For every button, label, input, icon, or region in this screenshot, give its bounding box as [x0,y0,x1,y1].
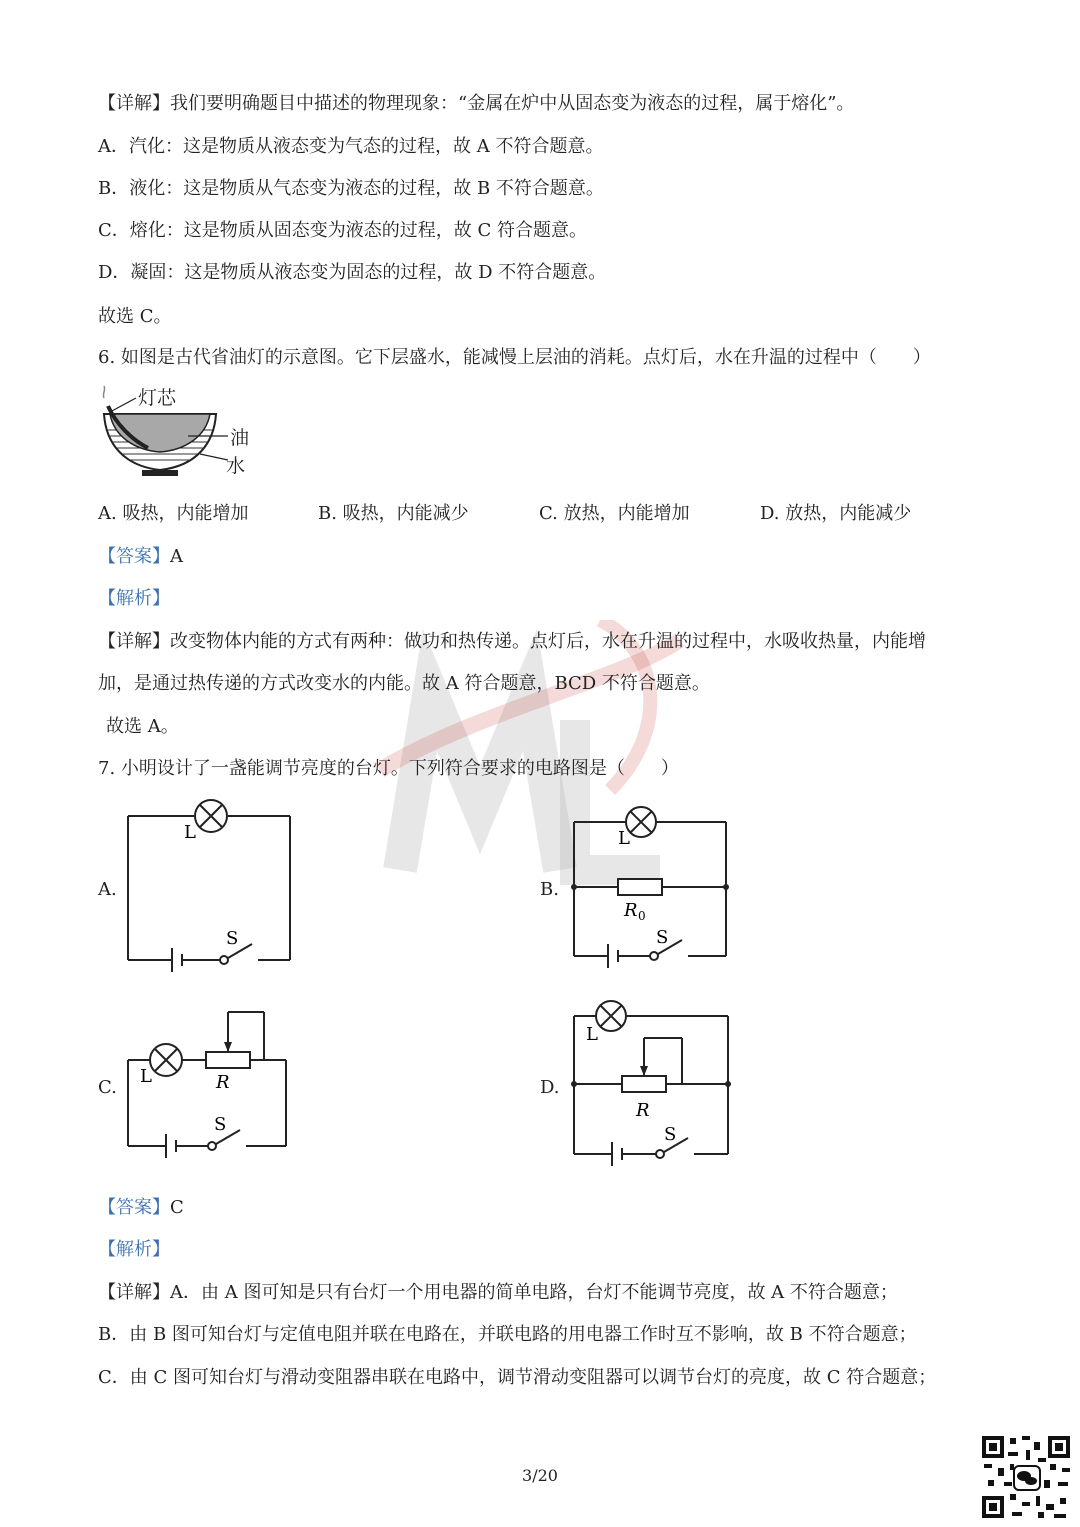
q7-answer [98,1196,184,1220]
q7-detail-tag: 【详解】 [98,1282,170,1303]
q7-answer-tag: 【答案】 [98,1197,170,1218]
circuit-c-rheostat-label: R [216,1072,230,1093]
circuit-c-lamp-label: L [140,1066,152,1087]
circuit-a [120,792,300,982]
q7-detail-b: B．由 B 图可知台灯与定值电阻并联在电路在，并联电路的用电器工作时互不影响，故 B 不符合题意； [98,1324,917,1345]
circuit-b-resistor-subscript: 0 [638,909,646,923]
q6-detail-text: 改变物体内能的方式有两种：做功和热传递。点灯后，水在升温的过程中，水吸收热量，内能增 [170,631,926,652]
circuit-a-switch-label: S [226,928,239,949]
circuit-d-switch-label: S [664,1124,677,1145]
page-number: 3/20 [522,1466,558,1485]
oil-lamp-figure [96,384,266,489]
label-water: 水 [226,455,246,477]
q5-line-a: A．汽化：这是物质从液态变为气态的过程，故 A 不符合题意。 [98,136,604,157]
q6-analysis-tag [98,587,170,611]
circuit-b-resistor-label: R [624,900,638,921]
circuit-d-lamp-label: L [586,1024,598,1045]
q7-detail-a-text: A．由 A 图可知是只有台灯一个用电器的简单电路，台灯不能调节亮度，故 A 不符合题意； [170,1282,898,1303]
q6-analysis-label: 【解析】 [98,588,170,609]
circuit-b [566,800,736,980]
q6-option-b: B. 吸热，内能减少 [318,503,469,524]
q5-detail-tag: 【详解】 [98,93,170,114]
q6-detail-tag: 【详解】 [98,631,170,652]
q5-line-c: C．熔化：这是物质从固态变为液态的过程，故 C 符合题意。 [98,220,587,241]
circuit-d-rheostat-label: R [636,1100,650,1121]
q7-detail-a [98,1281,898,1305]
q6-option-d: D. 放热，内能减少 [760,503,912,524]
q7-option-b-label: B. [540,879,559,900]
q5-detail-text: 我们要明确题目中描述的物理现象：“金属在炉中从固态变为液态的过程，属于熔化”。 [170,93,855,114]
circuit-a-lamp-label: L [184,822,196,843]
circuit-b-switch-label: S [656,927,669,948]
qr-code-icon [978,1432,1074,1522]
q7-option-d-label: D. [540,1077,560,1098]
q6-answer-tag: 【答案】 [98,546,170,567]
circuit-b-lamp-label: L [618,828,630,849]
q6-detail-1 [98,630,926,654]
q6-answer-value: A [170,546,183,567]
q6-answer [98,545,183,569]
circuit-c-switch-label: S [214,1114,227,1135]
q6-option-c: C. 放热，内能增加 [539,503,690,524]
q5-line-b: B．液化：这是物质从气态变为液态的过程，故 B 不符合题意。 [98,178,604,199]
q7-option-a-label: A. [98,879,117,900]
q7-detail-c: C．由 C 图可知台灯与滑动变阻器串联在电路中，调节滑动变阻器可以调节台灯的亮度，故 C 符合题意； [98,1367,937,1388]
q7-analysis-tag [98,1238,170,1262]
label-oil: 油 [230,427,250,449]
q7-analysis-label: 【解析】 [98,1239,170,1260]
q6-conclusion: 故选 A。 [106,716,179,737]
q7-option-c-label: C. [98,1077,117,1098]
q6-stem: 6. 如图是古代省油灯的示意图。它下层盛水，能减慢上层油的消耗。点灯后，水在升温的过程中（ ） [98,347,931,368]
q6-detail-2: 加，是通过热传递的方式改变水的内能。故 A 符合题意，BCD 不符合题意。 [98,673,710,694]
q5-detail [98,92,854,116]
circuit-c [120,1006,300,1166]
q7-answer-value: C [170,1197,184,1218]
q5-line-d: D．凝固：这是物质从液态变为固态的过程，故 D 不符合题意。 [98,262,607,283]
circuit-d [566,996,736,1176]
label-wick: 灯芯 [138,387,177,409]
q6-option-a: A. 吸热，内能增加 [98,503,249,524]
q7-stem: 7. 小明设计了一盏能调节亮度的台灯。下列符合要求的电路图是（ ） [98,758,679,779]
q5-conclusion: 故选 C。 [98,306,172,327]
